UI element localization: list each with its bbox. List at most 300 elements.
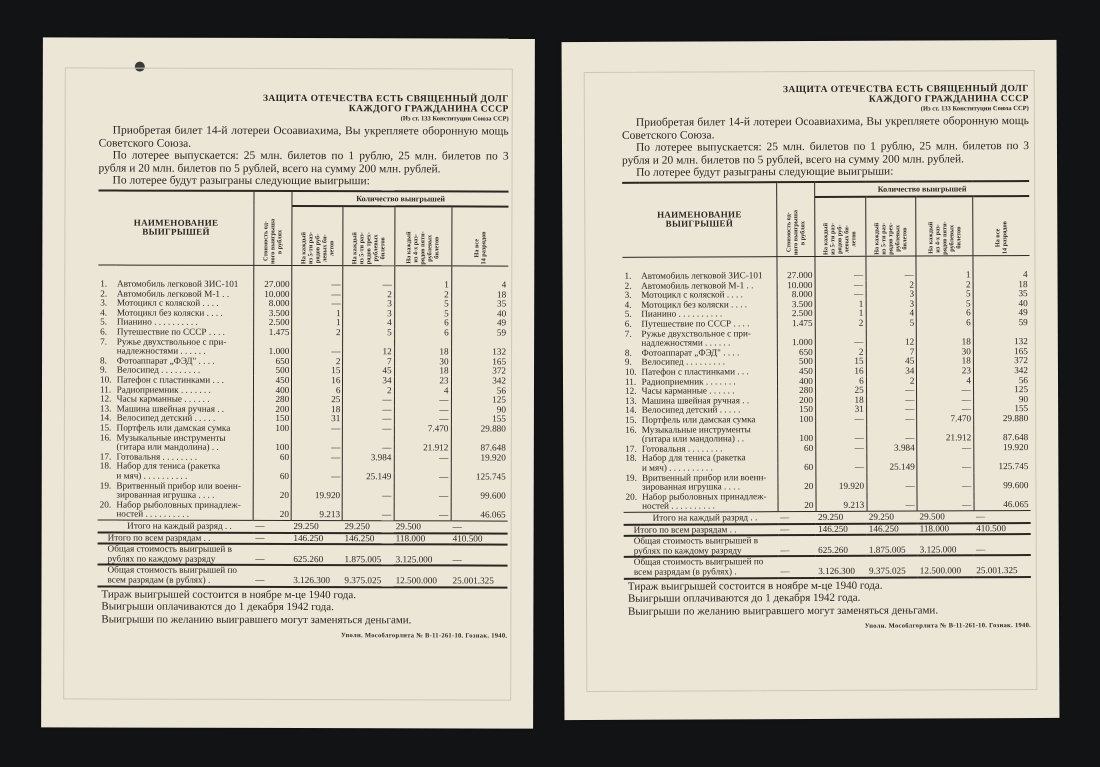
prize-cell-c4: —: [917, 386, 974, 396]
prize-cell-c5: 342: [451, 376, 508, 386]
prize-cell-c4: —: [917, 501, 974, 511]
prize-cell-c3: 3: [343, 299, 394, 309]
prize-cell-c2: 9.213: [291, 510, 342, 520]
total-cell-c1: —: [778, 535, 816, 556]
prize-cell-c2: —: [292, 443, 343, 453]
prize-cell-c2: —: [815, 256, 866, 280]
prize-cell-c3: 2: [343, 290, 394, 300]
prize-name: Путешествие по СССР . . . .: [639, 319, 777, 329]
prize-cell-c5: 19.920: [974, 443, 1031, 453]
intro-paragraph: Приобретая билет 14-й лотереи Осоавиахима, Вы укрепляете оборонную мощь Советского Союза.: [98, 124, 509, 150]
prize-number: 18.: [625, 453, 637, 464]
prize-name: Ружье двухствольное с при-: [115, 337, 254, 347]
total-row: [98, 544, 508, 566]
prize-name: Набор для тениса (ракетка: [640, 454, 778, 464]
prize-cell-c4: —: [394, 453, 451, 463]
prize-cell-c1: 280: [254, 395, 292, 405]
total-cell-c1: —: [253, 565, 291, 586]
total-cell-c4: 29.500: [917, 511, 974, 523]
prize-cell-c4: 7.470: [394, 424, 451, 434]
prize-name: Музыкальные инструменты: [115, 433, 254, 443]
prize-name: Часы карманные . . . . . .: [640, 386, 778, 396]
prize-number: 20.: [625, 491, 638, 502]
prize-cell-c4: 18: [917, 357, 974, 367]
prize-cell-c4: 1: [916, 256, 973, 280]
prize-number: 13.: [625, 395, 637, 406]
prize-cell-c4: 18: [394, 367, 451, 377]
total-cell-c4: 3.125.000: [918, 534, 975, 555]
prize-cell-c2: —: [292, 266, 343, 290]
total-cell-c3: 146.250: [343, 533, 394, 545]
prize-cell-c4: 23: [917, 366, 974, 376]
prize-name: Набор рыболовных принадлеж-: [640, 492, 778, 502]
prize-cell-c1: 2.500: [777, 309, 815, 319]
prize-cell-c3: —: [866, 415, 917, 425]
prize-cell-c5: 18: [973, 280, 1030, 290]
ticket-content: [622, 84, 1031, 631]
prize-cell-c2: —: [292, 453, 343, 463]
prize-number: 3.: [100, 297, 108, 308]
prize-cell-c4: 30: [917, 347, 974, 357]
prize-cell-c5: 56: [451, 386, 508, 396]
prize-cell-c5: 40: [451, 309, 508, 319]
prize-number: 13.: [99, 403, 112, 414]
prize-cell-c2: 6: [292, 386, 343, 396]
intro-paragraph: По лотерее будут разыграны следующие выигрыши:: [636, 165, 894, 179]
prize-cell-c4: 1: [394, 266, 451, 290]
prize-cell-c5: 46.065: [451, 511, 508, 521]
prize-cell-c3: 2: [866, 376, 917, 386]
prize-name: Музыкальные инструменты: [640, 425, 778, 435]
motto-line: КАЖДОГО ГРАЖДАНИНА СССР: [348, 104, 509, 115]
prize-cell-c1: 20: [253, 510, 291, 520]
prize-cell-c5: 132: [451, 348, 508, 358]
prize-cell-c3: 25.149: [343, 472, 394, 482]
prize-cell-c2: —: [815, 338, 866, 348]
motto: [99, 94, 509, 115]
total-label: Общая стоимость выигрышей по всем разрядам (в рублях) .: [97, 565, 253, 587]
intro-paragraph: По лотерее выпускается: 25 млн. билетов по 1 рублю, 25 млн. билетов по 3 рубля и 20 млн. билетов по 5 рублей, всего на сумму 200 млн. рублей.: [622, 140, 1030, 167]
prize-cell-c5: 59: [451, 328, 508, 338]
prize-name: ностей . . . . . . . . . .: [114, 510, 253, 520]
total-cell-c2: 625.260: [816, 535, 867, 556]
prize-name: Машина швейная ручная . .: [640, 396, 778, 406]
motto-source: (Из ст. 133 Конституции Союза ССР): [400, 115, 509, 123]
prize-name: зированная игрушка . . . .: [114, 491, 253, 501]
prize-cell-c3: 3.984: [866, 443, 917, 453]
prize-cell-c3: —: [866, 405, 917, 415]
prize-cell-c1: 280: [778, 386, 816, 396]
total-label: Итого на каждый разряд . .: [624, 512, 779, 525]
prize-number: 19.: [99, 480, 112, 491]
prize-cell-c2: 31: [815, 405, 866, 415]
prize-cell-c1: 27.000: [254, 266, 292, 290]
prize-cell-c5: 155: [451, 415, 508, 425]
prize-cell-c1: 10.000: [777, 281, 815, 291]
prize-cell-c5: 56: [973, 376, 1030, 386]
prize-cell-c4: —: [917, 395, 974, 405]
prize-cell-c4: 2: [394, 290, 451, 300]
printer-imprint: Уполн. Мособлгорлита № В-11-261-10. Гознак. 1940.: [864, 622, 1032, 630]
total-cell-c3: 1.875.005: [867, 535, 918, 556]
col-header-all: На все 14 разрядов: [451, 207, 508, 267]
prize-cell-c1: 500: [778, 357, 816, 367]
total-row: [624, 555, 1031, 578]
total-cell-c5: 25.001.325: [974, 555, 1031, 576]
prize-name: (гитара или мандолина) . .: [115, 443, 254, 453]
prize-cell-c1: 100: [254, 424, 292, 434]
ticket-back-left: [41, 37, 535, 728]
prize-cell-c3: 34: [866, 367, 917, 377]
prize-name: ностей . . . . . . . . . .: [640, 501, 778, 512]
prize-name: Часы карманные . . . . . .: [115, 395, 254, 405]
prize-cell-c1: 450: [254, 376, 292, 386]
total-cell-c1: —: [253, 544, 291, 565]
prize-cell-c5: 125.745: [451, 472, 508, 482]
motto-line: ЗАЩИТА ОТЕЧЕСТВА ЕСТЬ СВЯЩЕННЫЙ ДОЛГ: [262, 93, 509, 105]
prize-cell-c2: 1: [292, 318, 343, 328]
total-cell-c3: 1.875.005: [342, 544, 393, 565]
prize-cell-c1: 10.000: [254, 290, 292, 300]
prize-name: Фотоаппарат „ФЭД" . . . .: [115, 356, 254, 366]
prize-number: 20.: [99, 499, 112, 510]
prize-cell-c3: —: [866, 256, 917, 280]
prize-name: Набор рыболовных принадлеж-: [114, 500, 253, 510]
prize-number: 6.: [624, 318, 632, 329]
prize-name: Готовальня . . . . . . . .: [114, 452, 253, 462]
total-label: Общая стоимость выигрышей в рублях по каждому разряду: [624, 535, 779, 557]
prize-number: 5.: [624, 309, 632, 320]
prize-cell-c2: 31: [292, 414, 343, 424]
prize-cell-c2: 9.213: [816, 501, 867, 511]
prize-cell-c1: 20: [253, 491, 291, 501]
prize-cell-c5: 372: [451, 367, 508, 377]
total-cell-c5: —: [974, 510, 1031, 522]
prize-cell-c2: —: [816, 463, 867, 473]
total-cell-c5: —: [451, 545, 508, 566]
prize-cell-c5: 372: [973, 356, 1030, 366]
prize-cell-c1: 8.000: [254, 299, 292, 309]
prize-number: 6.: [100, 326, 108, 337]
prize-number: 3.: [624, 290, 632, 301]
footer-line: Выигрыши по желанию выигравшего могут заменяться деньгами.: [627, 603, 939, 618]
prize-number: 8.: [100, 355, 107, 366]
prize-name: Мотоцикл без коляски . . . .: [639, 300, 777, 310]
prize-cell-c3: —: [343, 266, 394, 290]
prize-cell-c1: 27.000: [777, 257, 815, 281]
prize-cell-c1: 8.000: [777, 290, 815, 300]
total-cell-c5: 25.001.325: [450, 566, 507, 587]
total-cell-c4: 12.500.000: [918, 556, 975, 577]
prize-cell-c4: —: [394, 405, 451, 415]
col-header-5rub: На каждый из 4-х раз- рядов пяти- рублевых билетов: [916, 196, 973, 256]
prize-cell-c5: 342: [973, 366, 1030, 376]
prize-cell-c1: 60: [254, 453, 292, 463]
prize-cell-c4: 2: [916, 280, 973, 290]
total-cell-c2: 3.126.300: [816, 556, 867, 577]
prize-cell-c2: —: [292, 347, 343, 357]
prize-name: Патефон с пластинками . . .: [115, 376, 254, 386]
prize-name: Велосипед детский . . . . .: [640, 406, 778, 416]
prize-cell-c1: 650: [778, 348, 816, 358]
prize-cell-c5: 40: [973, 299, 1030, 309]
prize-cell-c2: 1: [292, 309, 343, 319]
prize-number: 9.: [100, 364, 107, 375]
total-row: [624, 534, 1031, 557]
prize-cell-c2: 19.920: [816, 482, 867, 492]
prize-cell-c1: 1.000: [254, 347, 292, 357]
prize-number: 15.: [99, 422, 112, 433]
total-cell-c1: —: [778, 511, 816, 523]
prize-number: 10.: [99, 374, 112, 385]
prize-cell-c4: 4: [917, 376, 974, 386]
prize-cell-c2: —: [816, 415, 867, 425]
prize-cell-c3: 3.984: [343, 453, 394, 463]
prize-cell-c1: 60: [254, 472, 292, 482]
prize-cell-c1: 100: [778, 434, 816, 444]
prize-cell-c5: 4: [451, 266, 508, 290]
prize-cell-c2: 18: [292, 405, 343, 415]
prize-name: Патефон с пластинками . . .: [640, 367, 778, 377]
prize-cell-c1: 500: [254, 366, 292, 376]
prize-name: Пианино . . . . . . . . . .: [115, 318, 254, 328]
prize-cell-c1: 100: [778, 415, 816, 425]
prize-cell-c5: 87.648: [451, 444, 508, 454]
total-cell-c4: 118.000: [918, 523, 975, 535]
prize-cell-c1: 60: [778, 463, 816, 473]
prize-cell-c2: 2: [815, 348, 866, 358]
col-header-5rub: На каждый из 4-х раз- рядов пяти- рублевых билетов: [394, 206, 451, 266]
prize-cell-c5: 35: [451, 300, 508, 310]
prize-cell-c4: 6: [394, 328, 451, 338]
prize-name: Ружье двухствольное с при-: [639, 329, 777, 339]
total-cell-c2: 3.126.300: [291, 565, 342, 586]
total-cell-c3: 9.375.025: [342, 565, 393, 586]
prize-cell-c4: 18: [394, 348, 451, 358]
total-cell-c3: 29.250: [343, 521, 394, 533]
intro-paragraph: По лотерее будут разыграны следующие выигрыши:: [112, 174, 370, 188]
prize-cell-c4: 30: [394, 357, 451, 367]
total-cell-c2: 146.250: [816, 523, 867, 535]
motto-source: (Из ст. 133 Конституции Союза ССР): [920, 105, 1029, 113]
prize-cell-c5: 59: [973, 318, 1030, 328]
prize-cell-c5: 165: [451, 357, 508, 367]
prize-cell-c3: 5: [866, 319, 917, 329]
prize-cell-c3: 3: [866, 290, 917, 300]
quantity-group-header: Количество выигрышей: [292, 191, 508, 207]
prize-cell-c2: 18: [815, 396, 866, 406]
prize-cell-c3: 45: [866, 357, 917, 367]
prize-cell-c4: —: [917, 462, 974, 472]
prize-cell-c1: 60: [778, 444, 816, 454]
prize-number: 1.: [100, 278, 108, 289]
prize-cell-c4: —: [394, 395, 451, 405]
total-row: [98, 520, 508, 533]
prize-name: и мяч) . . . . . . . . . .: [640, 463, 778, 473]
prize-cell-c4: —: [394, 472, 451, 482]
prize-name: Автомобиль легковой М-1 . .: [639, 281, 777, 291]
prize-cell-c3: 45: [343, 367, 394, 377]
printer-imprint: Уполн. Мособлгорлита № В-11-261-10. Гознак. 1940.: [340, 632, 508, 640]
total-cell-c2: 29.250: [291, 520, 342, 532]
total-cell-c3: 29.250: [867, 511, 918, 523]
prize-name: Велосипед . . . . . . . . .: [639, 358, 777, 368]
prize-cell-c1: 200: [778, 396, 816, 406]
prize-row: [98, 265, 508, 290]
prize-name-header: НАИМЕНОВАНИЕ ВЫИГРЫШЕЙ: [622, 182, 777, 258]
prize-cell-c1: 400: [778, 377, 816, 387]
prize-cell-c5: 125: [451, 396, 508, 406]
prize-name: Радиоприемник . . . . . . .: [115, 385, 254, 395]
prize-cell-c4: 6: [917, 309, 974, 319]
prize-cell-c3: 3: [866, 299, 917, 309]
quantity-group-header: Количество выигрышей: [814, 181, 1029, 198]
prize-name: зированная игрушка . . . .: [640, 482, 778, 492]
prize-cell-c2: —: [816, 444, 867, 454]
prize-cell-c3: —: [866, 434, 917, 444]
prize-cell-c1: 450: [778, 367, 816, 377]
prize-cell-c3: —: [343, 415, 394, 425]
prize-number: 15.: [625, 414, 637, 425]
prize-cell-c4: 23: [394, 376, 451, 386]
prize-number: 17.: [625, 443, 637, 454]
ticket-content: [97, 94, 508, 640]
intro-paragraph: По лотерее выпускается: 25 млн. билетов по 1 рублю, 25 млн. билетов по 3 рубля и 20 млн. билетов по 5 рублей, всего на сумму 200 млн. рублей.: [98, 149, 509, 175]
prize-name: Пианино . . . . . . . . . .: [639, 310, 777, 320]
prize-cell-c5: 90: [451, 405, 508, 415]
prize-number: 16.: [99, 432, 112, 443]
motto-line: КАЖДОГО ГРАЖДАНИНА СССР: [868, 94, 1029, 105]
prize-cell-c2: —: [292, 424, 343, 434]
total-cell-c4: 3.125.000: [394, 544, 451, 565]
prize-cell-c2: 15: [292, 366, 343, 376]
intro-paragraph: Приобретая билет 14-й лотереи Осоавиахима, Вы укрепляете оборонную мощь Советского Союза.: [621, 115, 1029, 142]
prize-table: [622, 180, 1031, 580]
prize-cell-c5: 19.920: [451, 453, 508, 463]
prize-number: 18.: [99, 460, 112, 471]
prize-cell-c3: 12: [866, 338, 917, 348]
prize-name: Путешествие по СССР . . . .: [115, 328, 254, 338]
total-cell-c5: 410.500: [974, 523, 1031, 535]
prize-cell-c5: 29.880: [974, 414, 1031, 424]
prize-cell-c4: 5: [394, 309, 451, 319]
prize-cell-c2: 19.920: [291, 491, 342, 501]
motto-line: ЗАЩИТА ОТЕЧЕСТВА ЕСТЬ СВЯЩЕННЫЙ ДОЛГ: [782, 84, 1029, 96]
footer-line: Выигрыши по желанию выигравшего могут заменяться деньгами.: [101, 613, 412, 626]
prize-cell-c2: 2: [815, 319, 866, 329]
prize-number: 7.: [100, 336, 108, 347]
prize-cell-c5: 125: [973, 385, 1030, 395]
prize-cell-c1: 150: [778, 405, 816, 415]
total-cell-c1: —: [253, 520, 291, 532]
prize-name: Портфель или дамская сумка: [640, 415, 778, 425]
total-cell-c1: —: [778, 524, 816, 536]
prize-cell-c3: 2: [343, 386, 394, 396]
prize-cell-c1: 1.475: [254, 328, 292, 338]
prize-cell-c3: 25.149: [867, 463, 918, 473]
total-cell-c2: 146.250: [291, 533, 342, 545]
prize-cell-c3: —: [343, 510, 394, 520]
total-cell-c3: 146.250: [867, 523, 918, 535]
total-cell-c2: 625.260: [291, 544, 342, 565]
prize-number: 10.: [624, 366, 637, 377]
prize-number: [98, 510, 115, 520]
prize-cell-c1: 20: [778, 501, 816, 511]
prize-cell-c5: 35: [973, 289, 1030, 299]
prize-cell-c5: 4: [973, 256, 1030, 280]
prize-number: 2.: [100, 288, 108, 299]
prize-cell-c5: 165: [973, 347, 1030, 357]
prize-name: надлежностями . . . . . .: [639, 338, 777, 348]
prize-cell-c2: 25: [292, 395, 343, 405]
prize-name: Портфель или дамская сумка: [115, 424, 254, 434]
total-cell-c4: 29.500: [394, 521, 451, 533]
prize-cell-c4: 7.470: [917, 414, 974, 424]
prize-cell-c1: 20: [778, 482, 816, 492]
prize-table: [97, 189, 508, 588]
prize-cell-c5: 29.880: [451, 424, 508, 434]
prize-cell-c5: 125.745: [974, 462, 1031, 472]
prize-number: 14.: [99, 412, 112, 423]
prize-number: 8.: [624, 347, 632, 358]
prize-number: 17.: [99, 451, 112, 462]
prize-name-header: НАИМЕНОВАНИЕ ВЫИГРЫШЕЙ: [98, 190, 254, 266]
total-label: Итого по всем разрядам . .: [98, 532, 254, 544]
prize-cell-c4: 6: [917, 318, 974, 328]
prize-name: Велосипед . . . . . . . . .: [115, 366, 254, 376]
prize-cell-c3: 34: [343, 376, 394, 386]
prize-cell-c4: —: [917, 481, 974, 491]
footer-line: Выигрыши оплачиваются до 1 декабря 1942 года.: [627, 591, 861, 605]
footer-notes: [624, 579, 1031, 618]
prize-cell-c4: 18: [917, 338, 974, 348]
prize-name: Машина швейная ручная . .: [115, 404, 254, 414]
prize-cell-c5: 49: [451, 319, 508, 329]
prize-cell-c3: 4: [343, 319, 394, 329]
footer-notes: [97, 588, 507, 627]
prize-cell-c2: 16: [815, 367, 866, 377]
prize-name: Вритвенный прибор или военн-: [640, 473, 778, 483]
prize-cell-c4: 5: [917, 290, 974, 300]
prize-cell-c2: 16: [292, 376, 343, 386]
prize-cell-c4: 6: [394, 319, 451, 329]
prize-cell-c4: 5: [917, 299, 974, 309]
prize-cell-c2: 1: [815, 300, 866, 310]
prize-row: [98, 510, 508, 521]
prize-cell-c3: 7: [866, 347, 917, 357]
footer-line: Тираж выигрышей состоится в ноябре м-це 1940 года.: [101, 588, 357, 601]
prize-cell-c3: —: [866, 395, 917, 405]
prize-cell-c2: 25: [815, 386, 866, 396]
col-header-1rub: На каждый из 5-ти раз- рядов руб- левых би- летов: [815, 197, 866, 257]
prize-cell-c1: 3.500: [254, 309, 292, 319]
prize-cell-c3: 5: [343, 328, 394, 338]
prize-cell-c2: 6: [815, 376, 866, 386]
total-label: Итого по всем разрядам . .: [624, 524, 779, 536]
prize-cell-c5: 155: [974, 404, 1031, 414]
prize-cell-c1: 100: [254, 443, 292, 453]
prize-cell-c4: —: [917, 443, 974, 453]
total-row: [97, 565, 507, 587]
total-cell-c5: 410.500: [451, 533, 508, 545]
prize-cell-c4: 21.912: [394, 443, 451, 453]
prize-cell-c1: 400: [254, 386, 292, 396]
total-cell-c3: 9.375.025: [867, 556, 918, 577]
prize-cell-c2: —: [292, 299, 343, 309]
prize-name: Автомобиль легковой М-1 . .: [115, 289, 254, 299]
prize-number: [624, 502, 641, 512]
prize-cell-c1: 3.500: [777, 300, 815, 310]
